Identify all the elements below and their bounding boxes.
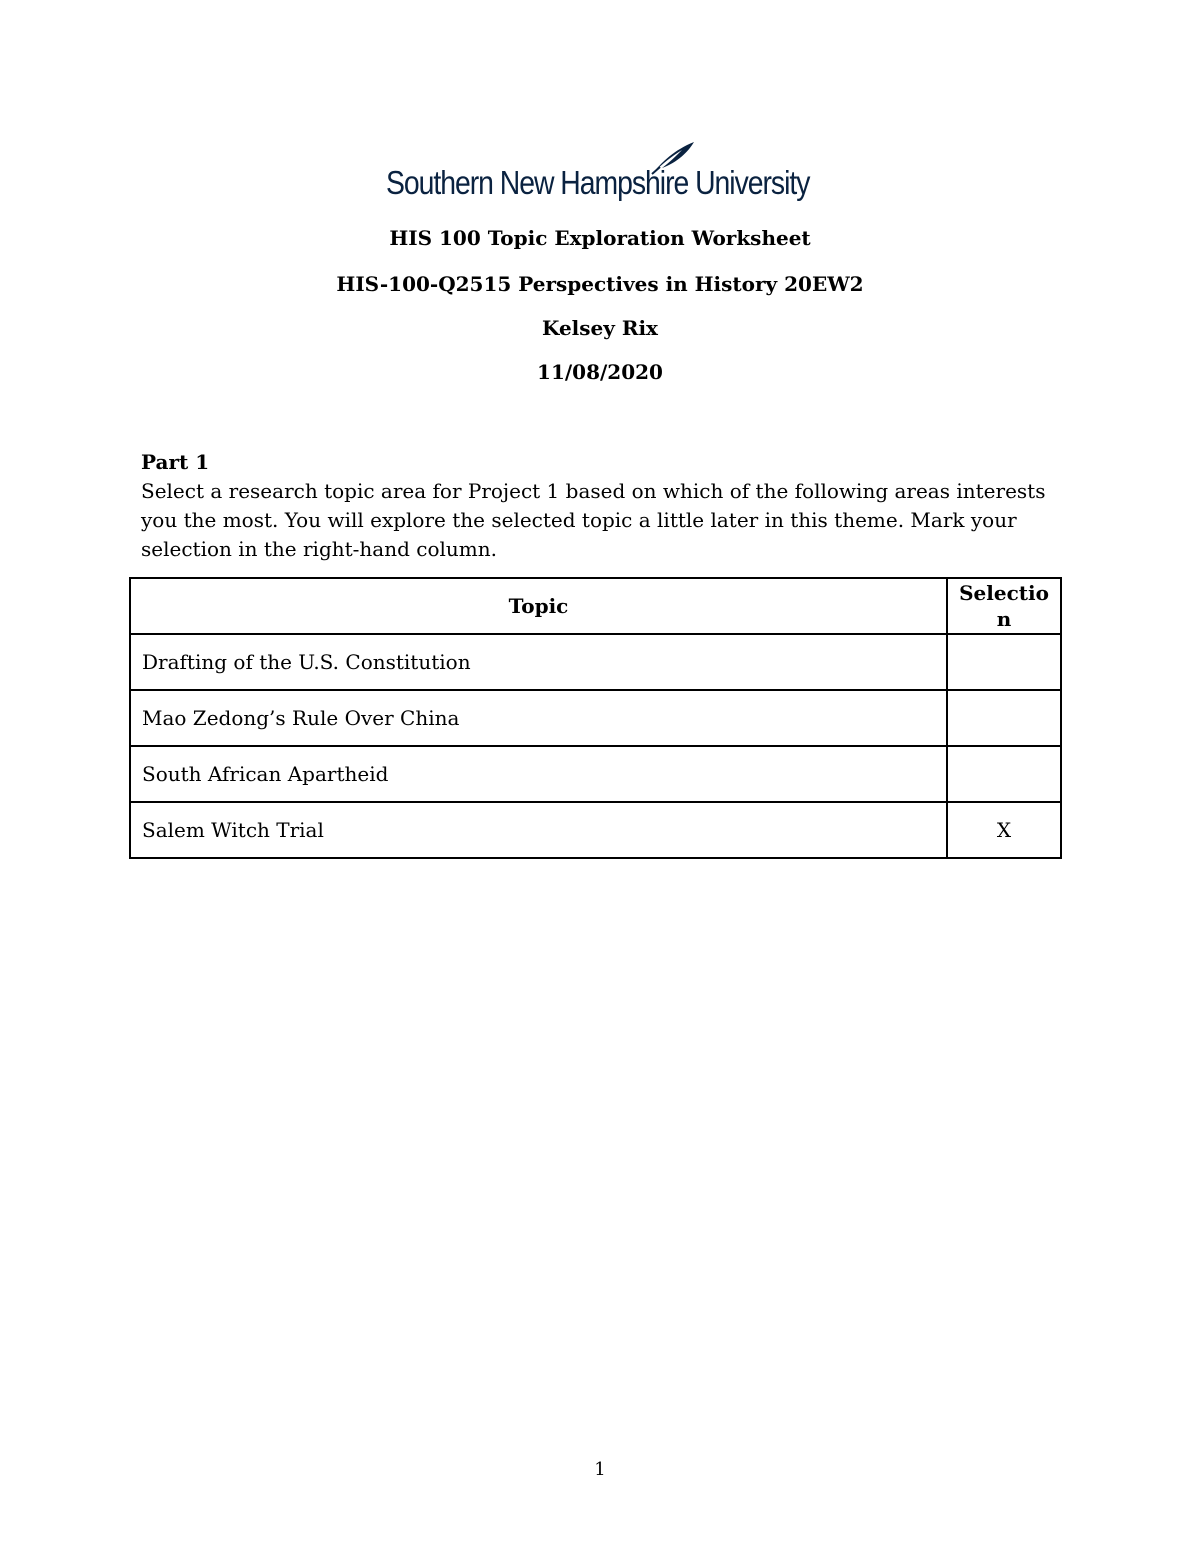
university-logo: [386, 140, 816, 210]
selection-cell[interactable]: X: [947, 802, 1061, 858]
part-heading: Part 1: [141, 450, 210, 474]
author-name: Kelsey Rix: [542, 316, 658, 340]
header-topic: Topic: [130, 578, 947, 634]
table-row: [130, 802, 1061, 858]
selection-cell[interactable]: [947, 746, 1061, 802]
table-row: [130, 746, 1061, 802]
selection-cell[interactable]: [947, 690, 1061, 746]
header-selection: Selection: [947, 578, 1061, 634]
table-row: [130, 690, 1061, 746]
document-date: 11/08/2020: [537, 360, 663, 384]
document-title: HIS 100 Topic Exploration Worksheet: [389, 226, 811, 250]
feather-icon: [648, 140, 698, 176]
topic-cell: Salem Witch Trial: [130, 802, 947, 858]
table-row: [130, 634, 1061, 690]
logo-wordmark: Southern New Hampshire University: [386, 164, 810, 201]
course-name: HIS-100-Q2515 Perspectives in History 20EW2: [336, 272, 864, 296]
topic-cell: Mao Zedong’s Rule Over China: [130, 690, 947, 746]
page-number: 1: [594, 1459, 606, 1480]
table-header-row: [130, 578, 1061, 634]
topic-cell: South African Apartheid: [130, 746, 947, 802]
selection-cell[interactable]: [947, 634, 1061, 690]
topic-cell: Drafting of the U.S. Constitution: [130, 634, 947, 690]
part-instructions: Select a research topic area for Project 1 based on which of the following areas interests you the most. You will explore the selected topic a little later in this theme. Mark your selection in the right-hand column.: [141, 479, 1046, 561]
topic-selection-table: [129, 577, 1062, 859]
